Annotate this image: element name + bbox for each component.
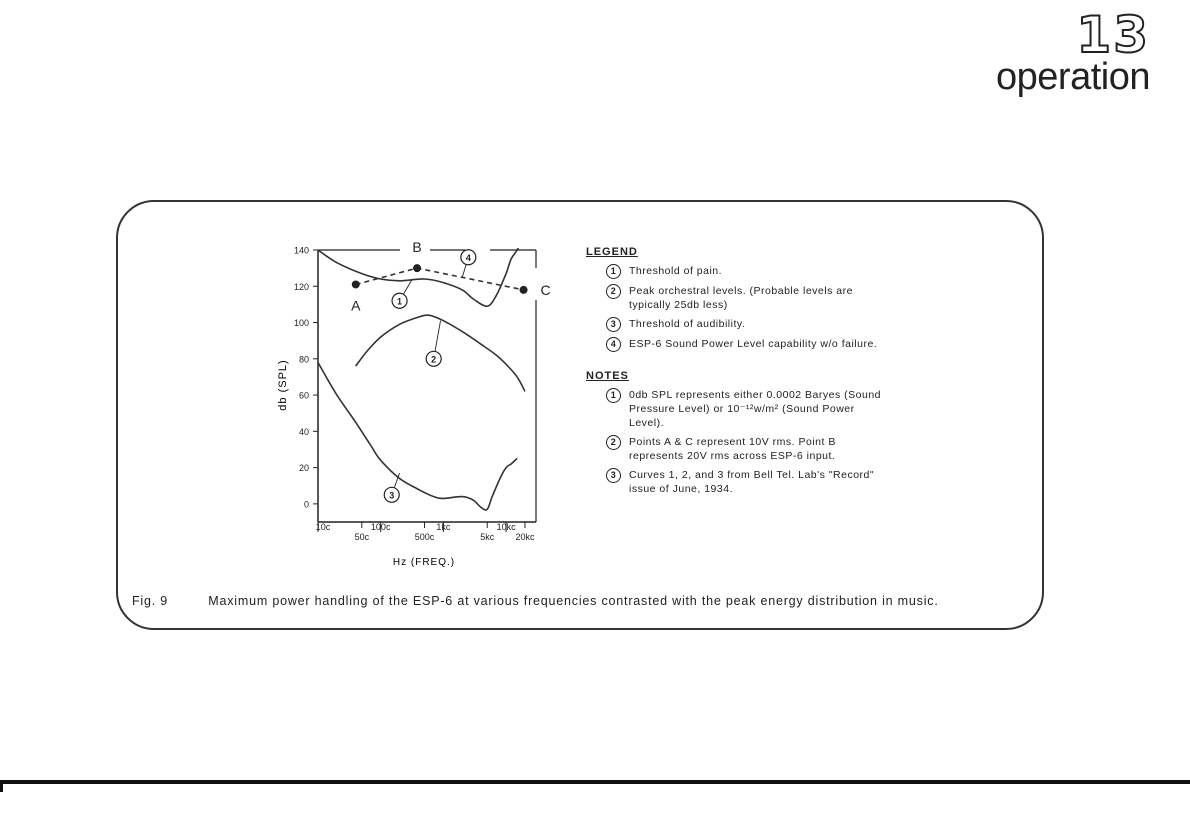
section-number: 13 xyxy=(1076,6,1150,64)
curve-1-label: 1 xyxy=(397,296,403,307)
curve-3-label: 3 xyxy=(389,490,395,501)
notes-heading: NOTES xyxy=(586,370,629,382)
point-b-marker xyxy=(413,264,421,272)
point-c-label: C xyxy=(540,281,551,298)
y-tick-label: 20 xyxy=(298,463,309,474)
point-c-marker xyxy=(520,286,528,294)
x-axis-label: Hz (FREQ.) xyxy=(392,557,456,568)
note-number: 3 xyxy=(606,468,621,483)
figure-label: Fig. 9 xyxy=(132,594,169,608)
point-a-label: A xyxy=(351,297,361,314)
y-tick-label: 120 xyxy=(293,281,309,292)
legend-text: Threshold of pain. xyxy=(629,265,723,277)
x-tick-label: 5kc xyxy=(480,532,495,542)
x-tick-label: 10kc xyxy=(496,522,516,532)
legend-number: 3 xyxy=(606,317,621,332)
y-axis-label: db (SPL) xyxy=(277,359,289,411)
legend-item xyxy=(586,317,886,332)
curve-2-label: 2 xyxy=(431,354,437,365)
section-title: operation xyxy=(996,56,1150,98)
legend-number: 2 xyxy=(606,284,621,299)
legend-number: 1 xyxy=(606,264,621,279)
legend-text: ESP-6 Sound Power Level capability w/o failure. xyxy=(629,338,878,350)
y-tick-label: 100 xyxy=(293,318,309,329)
legend-number: 4 xyxy=(606,337,621,352)
note-item xyxy=(586,435,886,463)
note-number: 2 xyxy=(606,435,621,450)
figure-caption xyxy=(132,594,939,608)
curve-4-leader xyxy=(462,265,466,277)
y-tick-label: 0 xyxy=(303,499,309,510)
note-text: Points A & C represent 10V rms. Point B represents 20V rms across ESP-6 input. xyxy=(629,436,836,462)
x-tick-label: 50c xyxy=(354,532,370,542)
legend-heading: LEGEND xyxy=(586,246,638,258)
figure-caption-text: Maximum power handling of the ESP-6 at various frequencies contrasted with the peak energy distribution in music. xyxy=(208,594,939,608)
legend-item xyxy=(586,264,886,279)
note-item xyxy=(586,468,886,496)
legend-item xyxy=(586,337,886,352)
footer-rule xyxy=(0,780,1190,784)
x-tick-label: 100c xyxy=(370,522,391,532)
legend-text: Threshold of audibility. xyxy=(629,318,746,330)
note-item xyxy=(586,388,886,430)
x-tick-label: 10c xyxy=(315,522,331,532)
y-tick-label: 60 xyxy=(298,390,309,401)
curve-2-leader xyxy=(435,321,440,351)
y-tick-label: 80 xyxy=(298,354,309,365)
legend-item xyxy=(586,284,886,312)
notes-section xyxy=(586,370,886,496)
y-tick-label: 140 xyxy=(293,245,309,256)
x-tick-label: 500c xyxy=(414,532,435,542)
x-tick-label: 1kc xyxy=(436,522,451,532)
curve-4-label: 4 xyxy=(465,252,471,263)
note-text: 0db SPL represents either 0.0002 Baryes (Sound Pressure Level) or 10⁻¹²w/m² (Sound Power Level). xyxy=(629,389,882,429)
footer-corner-mark xyxy=(0,780,3,792)
series-3-curve xyxy=(318,362,517,510)
series-2-curve xyxy=(356,315,525,391)
legend-text: Peak orchestral levels. (Probable levels are typically 25db less) xyxy=(629,285,853,311)
legend-panel xyxy=(586,246,886,501)
y-tick-label: 40 xyxy=(298,426,309,437)
note-text: Curves 1, 2, and 3 from Bell Tel. Lab's "Record" issue of June, 1934. xyxy=(629,469,875,495)
point-a-marker xyxy=(352,280,360,288)
note-number: 1 xyxy=(606,388,621,403)
x-tick-label: 20kc xyxy=(515,532,535,542)
point-b-label: B xyxy=(412,239,422,256)
